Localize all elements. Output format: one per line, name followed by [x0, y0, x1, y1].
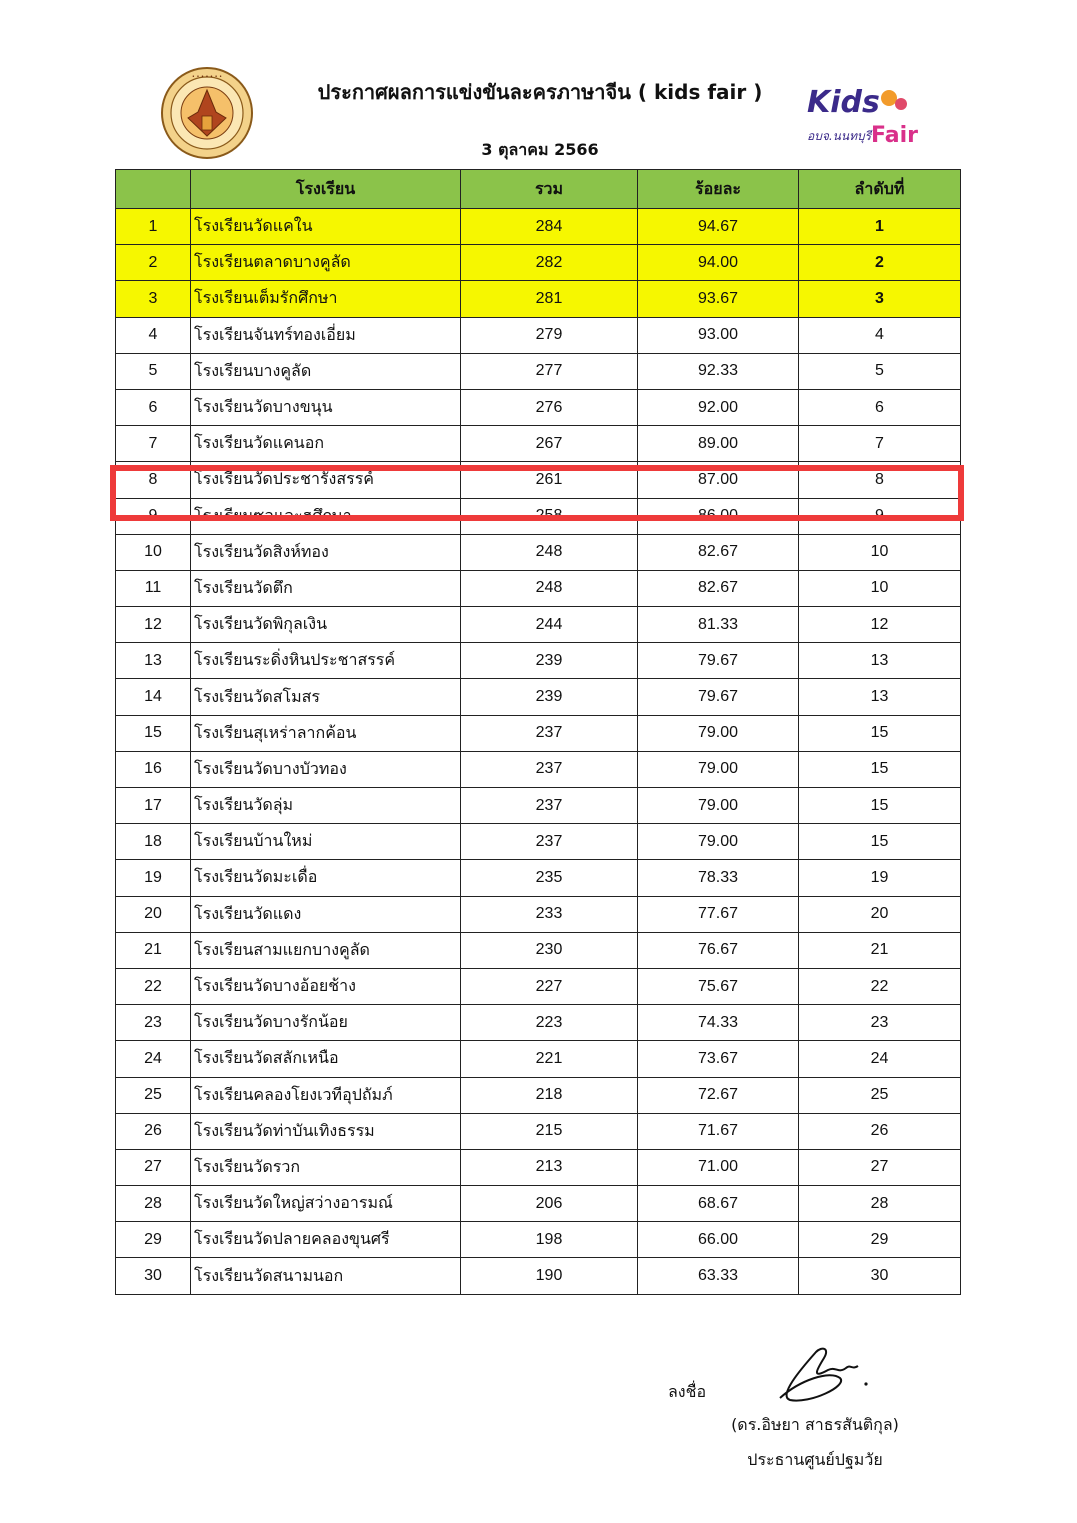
- column-header-percent: ร้อยละ: [638, 170, 799, 209]
- row-number-cell: 29: [116, 1222, 191, 1258]
- percent-cell: 77.67: [638, 896, 799, 932]
- row-number-cell: 22: [116, 968, 191, 1004]
- school-name-cell: โรงเรียนจันทร์ทองเอี่ยม: [191, 317, 461, 353]
- row-number-cell: 2: [116, 245, 191, 281]
- total-score-cell: 239: [461, 679, 638, 715]
- school-name-cell: โรงเรียนเต็มรักศึกษา: [191, 281, 461, 317]
- total-score-cell: 277: [461, 353, 638, 389]
- kids-fair-logo: [803, 78, 918, 152]
- table-row: [116, 1005, 961, 1041]
- table-row: [116, 1149, 961, 1185]
- school-name-cell: โรงเรียนวัดแคนอก: [191, 426, 461, 462]
- row-number-cell: 12: [116, 607, 191, 643]
- school-name-cell: โรงเรียนวัดมะเดื่อ: [191, 860, 461, 896]
- rank-cell: 28: [799, 1186, 961, 1222]
- total-score-cell: 198: [461, 1222, 638, 1258]
- table-row: [116, 1077, 961, 1113]
- percent-cell: 82.67: [638, 534, 799, 570]
- rank-cell: 15: [799, 751, 961, 787]
- school-name-cell: โรงเรียนบางคูลัด: [191, 353, 461, 389]
- percent-cell: 79.00: [638, 715, 799, 751]
- row-number-cell: 6: [116, 389, 191, 425]
- table-row: [116, 788, 961, 824]
- rank-cell: 24: [799, 1041, 961, 1077]
- rank-cell: 10: [799, 570, 961, 606]
- table-row: [116, 824, 961, 860]
- table-row: [116, 643, 961, 679]
- row-number-cell: 14: [116, 679, 191, 715]
- page-title: ประกาศผลการแข่งขันละครภาษาจีน ( kids fair ): [317, 80, 763, 104]
- percent-cell: 86.00: [638, 498, 799, 534]
- percent-cell: 79.00: [638, 788, 799, 824]
- rank-cell: 19: [799, 860, 961, 896]
- rank-cell: 22: [799, 968, 961, 1004]
- school-name-cell: โรงเรียนวัดสิงห์ทอง: [191, 534, 461, 570]
- school-name-cell: โรงเรียนวัดสนามนอก: [191, 1258, 461, 1294]
- row-number-cell: 16: [116, 751, 191, 787]
- school-name-cell: โรงเรียนวัดบางขนุน: [191, 389, 461, 425]
- row-number-cell: 1: [116, 209, 191, 245]
- column-header-number: [116, 170, 191, 209]
- school-name-cell: โรงเรียนวัดบางบัวทอง: [191, 751, 461, 787]
- row-number-cell: 8: [116, 462, 191, 498]
- table-row: [116, 607, 961, 643]
- school-name-cell: โรงเรียนคลองโยงเวทีอุปถัมภ์: [191, 1077, 461, 1113]
- row-number-cell: 20: [116, 896, 191, 932]
- percent-cell: 92.00: [638, 389, 799, 425]
- school-name-cell: โรงเรียนวัดแคใน: [191, 209, 461, 245]
- total-score-cell: 206: [461, 1186, 638, 1222]
- total-score-cell: 276: [461, 389, 638, 425]
- rank-cell: 15: [799, 788, 961, 824]
- rank-cell: 3: [799, 281, 961, 317]
- percent-cell: 79.67: [638, 679, 799, 715]
- table-row: [116, 1258, 961, 1294]
- total-score-cell: 282: [461, 245, 638, 281]
- percent-cell: 78.33: [638, 860, 799, 896]
- rank-cell: 7: [799, 426, 961, 462]
- rank-cell: 9: [799, 498, 961, 534]
- row-number-cell: 26: [116, 1113, 191, 1149]
- total-score-cell: 221: [461, 1041, 638, 1077]
- percent-cell: 66.00: [638, 1222, 799, 1258]
- university-seal-logo: [160, 66, 254, 160]
- table-row: [116, 426, 961, 462]
- total-score-cell: 261: [461, 462, 638, 498]
- row-number-cell: 7: [116, 426, 191, 462]
- total-score-cell: 267: [461, 426, 638, 462]
- rank-cell: 27: [799, 1149, 961, 1185]
- school-name-cell: โรงเรียนวัดสโมสร: [191, 679, 461, 715]
- total-score-cell: 237: [461, 824, 638, 860]
- percent-cell: 92.33: [638, 353, 799, 389]
- row-number-cell: 28: [116, 1186, 191, 1222]
- percent-cell: 82.67: [638, 570, 799, 606]
- school-name-cell: โรงเรียนระดิ่งหินประชาสรรค์: [191, 643, 461, 679]
- school-name-cell: โรงเรียนวัดประชารังสรรค์: [191, 462, 461, 498]
- row-number-cell: 9: [116, 498, 191, 534]
- total-score-cell: 227: [461, 968, 638, 1004]
- percent-cell: 81.33: [638, 607, 799, 643]
- rank-cell: 15: [799, 824, 961, 860]
- rank-cell: 20: [799, 896, 961, 932]
- table-row: [116, 389, 961, 425]
- school-name-cell: โรงเรียนวัดท่าบันเทิงธรรม: [191, 1113, 461, 1149]
- row-number-cell: 4: [116, 317, 191, 353]
- org-logo-text: อบจ.นนทบุรี: [807, 129, 872, 143]
- rank-cell: 2: [799, 245, 961, 281]
- row-number-cell: 10: [116, 534, 191, 570]
- rank-cell: 21: [799, 932, 961, 968]
- column-header-rank: ลำดับที่: [799, 170, 961, 209]
- total-score-cell: 239: [461, 643, 638, 679]
- rank-cell: 13: [799, 679, 961, 715]
- signer-title: ประธานศูนย์ปฐมวัย: [747, 1450, 883, 1469]
- percent-cell: 89.00: [638, 426, 799, 462]
- table-header-row: [116, 170, 961, 209]
- rank-cell: 26: [799, 1113, 961, 1149]
- signature-image: [770, 1340, 880, 1410]
- rank-cell: 12: [799, 607, 961, 643]
- total-score-cell: 223: [461, 1005, 638, 1041]
- total-score-cell: 281: [461, 281, 638, 317]
- percent-cell: 68.67: [638, 1186, 799, 1222]
- table-row: [116, 860, 961, 896]
- school-name-cell: โรงเรียนวัดปลายคลองขุนศรี: [191, 1222, 461, 1258]
- table-row: [116, 534, 961, 570]
- row-number-cell: 24: [116, 1041, 191, 1077]
- percent-cell: 93.00: [638, 317, 799, 353]
- percent-cell: 94.00: [638, 245, 799, 281]
- table-row: [116, 209, 961, 245]
- rank-cell: 4: [799, 317, 961, 353]
- row-number-cell: 17: [116, 788, 191, 824]
- total-score-cell: 248: [461, 534, 638, 570]
- school-name-cell: โรงเรียนวัดบางอ้อยช้าง: [191, 968, 461, 1004]
- total-score-cell: 213: [461, 1149, 638, 1185]
- total-score-cell: 248: [461, 570, 638, 606]
- total-score-cell: 244: [461, 607, 638, 643]
- column-header-school: โรงเรียน: [191, 170, 461, 209]
- percent-cell: 87.00: [638, 462, 799, 498]
- table-row: [116, 245, 961, 281]
- percent-cell: 73.67: [638, 1041, 799, 1077]
- total-score-cell: 237: [461, 715, 638, 751]
- rank-cell: 25: [799, 1077, 961, 1113]
- total-score-cell: 279: [461, 317, 638, 353]
- table-row: [116, 317, 961, 353]
- table-row: [116, 751, 961, 787]
- percent-cell: 72.67: [638, 1077, 799, 1113]
- svg-text:• • • • • • •: • • • • • • •: [191, 74, 223, 80]
- table-row: [116, 1113, 961, 1149]
- row-number-cell: 5: [116, 353, 191, 389]
- rank-cell: 15: [799, 715, 961, 751]
- table-body: [116, 209, 961, 1295]
- table-row: [116, 353, 961, 389]
- school-name-cell: โรงเรียนตลาดบางคูลัด: [191, 245, 461, 281]
- percent-cell: 75.67: [638, 968, 799, 1004]
- school-name-cell: โรงเรียนวัดลุ่ม: [191, 788, 461, 824]
- table-row: [116, 570, 961, 606]
- table-row: [116, 281, 961, 317]
- total-score-cell: 284: [461, 209, 638, 245]
- total-score-cell: 230: [461, 932, 638, 968]
- table-row: [116, 1186, 961, 1222]
- row-number-cell: 25: [116, 1077, 191, 1113]
- table-row: [116, 1041, 961, 1077]
- rank-cell: 30: [799, 1258, 961, 1294]
- school-name-cell: โรงเรียนวัดบางรักน้อย: [191, 1005, 461, 1041]
- results-table: [115, 169, 961, 1295]
- column-header-total: รวม: [461, 170, 638, 209]
- row-number-cell: 15: [116, 715, 191, 751]
- total-score-cell: 235: [461, 860, 638, 896]
- rank-cell: 23: [799, 1005, 961, 1041]
- total-score-cell: 237: [461, 751, 638, 787]
- percent-cell: 63.33: [638, 1258, 799, 1294]
- rank-cell: 1: [799, 209, 961, 245]
- percent-cell: 74.33: [638, 1005, 799, 1041]
- rank-cell: 13: [799, 643, 961, 679]
- rank-cell: 8: [799, 462, 961, 498]
- row-number-cell: 23: [116, 1005, 191, 1041]
- table-row: [116, 679, 961, 715]
- percent-cell: 76.67: [638, 932, 799, 968]
- signer-name: (ดร.อิษยา สาธรสันติกุล): [731, 1415, 899, 1434]
- percent-cell: 79.67: [638, 643, 799, 679]
- percent-cell: 79.00: [638, 824, 799, 860]
- kids-logo-text: Kids: [807, 85, 880, 120]
- row-number-cell: 13: [116, 643, 191, 679]
- highlight-box-row-8: [110, 465, 964, 521]
- announcement-date: 3 ตุลาคม 2566: [481, 140, 599, 159]
- signature-label: ลงชื่อ: [668, 1382, 707, 1401]
- percent-cell: 71.00: [638, 1149, 799, 1185]
- rank-cell: 10: [799, 534, 961, 570]
- school-name-cell: โรงเรียนสุเหร่าลากค้อน: [191, 715, 461, 751]
- row-number-cell: 11: [116, 570, 191, 606]
- fair-logo-text: Fair: [871, 123, 918, 148]
- row-number-cell: 18: [116, 824, 191, 860]
- school-name-cell: โรงเรียนวัดใหญ่สว่างอารมณ์: [191, 1186, 461, 1222]
- table-row: [116, 932, 961, 968]
- row-number-cell: 30: [116, 1258, 191, 1294]
- percent-cell: 93.67: [638, 281, 799, 317]
- percent-cell: 79.00: [638, 751, 799, 787]
- rank-cell: 5: [799, 353, 961, 389]
- total-score-cell: 237: [461, 788, 638, 824]
- school-name-cell: โรงเรียนวัดพิกุลเงิน: [191, 607, 461, 643]
- school-name-cell: โรงเรียนวัดรวก: [191, 1149, 461, 1185]
- school-name-cell: โรงเรียนวัดแดง: [191, 896, 461, 932]
- rank-cell: 29: [799, 1222, 961, 1258]
- school-name-cell: โรงเรียนบ้านใหม่: [191, 824, 461, 860]
- table-row: [116, 715, 961, 751]
- table-row: [116, 1222, 961, 1258]
- row-number-cell: 19: [116, 860, 191, 896]
- table-row: [116, 968, 961, 1004]
- total-score-cell: 218: [461, 1077, 638, 1113]
- table-row: [116, 896, 961, 932]
- school-name-cell: โรงเรียนวัดสลักเหนือ: [191, 1041, 461, 1077]
- percent-cell: 71.67: [638, 1113, 799, 1149]
- rank-cell: 6: [799, 389, 961, 425]
- row-number-cell: 21: [116, 932, 191, 968]
- percent-cell: 94.67: [638, 209, 799, 245]
- total-score-cell: 258: [461, 498, 638, 534]
- row-number-cell: 3: [116, 281, 191, 317]
- row-number-cell: 27: [116, 1149, 191, 1185]
- total-score-cell: 215: [461, 1113, 638, 1149]
- total-score-cell: 190: [461, 1258, 638, 1294]
- school-name-cell: โรงเรียนสามแยกบางคูลัด: [191, 932, 461, 968]
- total-score-cell: 233: [461, 896, 638, 932]
- school-name-cell: โรงเรียนซอและฮศึกษา: [191, 498, 461, 534]
- school-name-cell: โรงเรียนวัดตึก: [191, 570, 461, 606]
